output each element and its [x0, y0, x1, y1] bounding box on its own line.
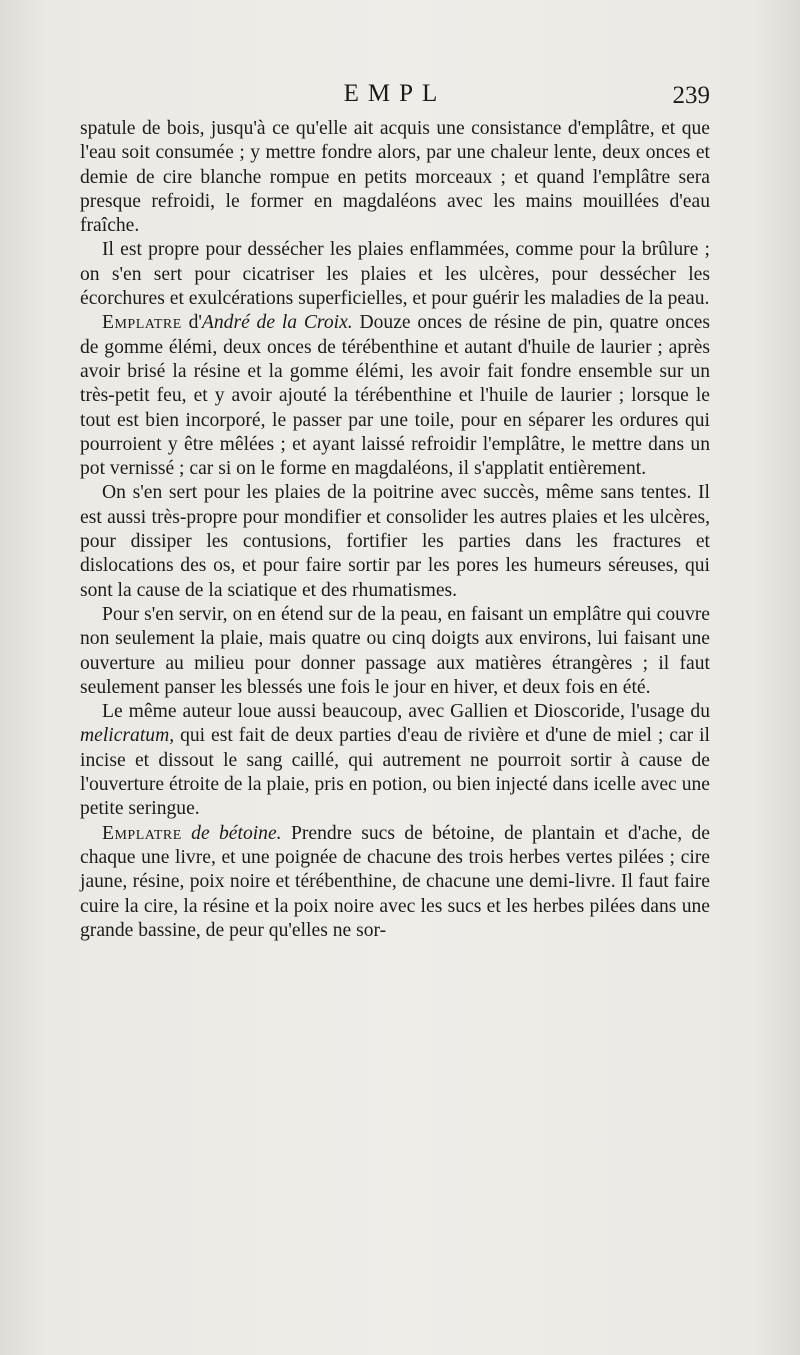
paragraph-text: spatule de bois, jusqu'à ce qu'elle ait acquis une consistance d'emplâtre, et que l'eau soit consumée ; y mettre fondre alors, par une chaleur lente, deux onces et demie de cire blanche rompue en petits morceaux ; et quand l'emplâtre sera presque refroidi, le former en magdaléons avec les mains mouillées d'eau fraîche.	[80, 118, 710, 237]
paragraph-text: Douze onces de résine de pin, quatre onces de gomme élémi, deux onces de térébenthine et autant d'huile de laurier ; après avoir brisé la résine et la gomme élémi, les avoir fait fondre ensemble sur un très-petit feu, et y avoir ajouté la térébenthine et l'huile de laurier ; lorsque le tout est bien incorporé, le passer par une toile, pour en séparer les ordures qui pourroient y être mêlées ; et ayant laissé refroidir l'emplâtre, le mettre dans un pot vernissé ; car si on le forme en magdaléons, il s'applatit entièrement.	[80, 312, 710, 480]
page-number: 239	[672, 82, 710, 109]
paragraph-text: Il est propre pour dessécher les plaies enflammées, comme pour la brûlure ; on s'en sert pour cicatriser les plaies et les ulcères, pour dessécher les écorchures et exulcérations superficielles, et pour guérir les maladies de la peau.	[80, 239, 710, 310]
paragraph-text: Prendre sucs de bétoine, de plantain et d'ache, de chaque une livre, et une poignée de chacune des trois herbes vertes pilées ; cire jaune, résine, poix noire et térébenthine, de chacune une demi-livre. Il faut faire cuire la cire, la résine et la poix noire avec les sucs et les herbes pilées dans une grande bassine, de peur qu'elles ne sor-	[80, 822, 710, 941]
italic-term: melicratum,	[80, 725, 175, 747]
running-title: EMPL	[343, 80, 447, 107]
entry-headword: Emplatre	[102, 822, 182, 844]
page-header	[80, 80, 710, 112]
entry-emplatre-andre-de-la-croix	[80, 311, 710, 481]
entry-subtitle: de bétoine.	[191, 822, 282, 844]
paragraph-2	[80, 238, 710, 311]
paragraph-6	[80, 700, 710, 821]
body-text	[80, 117, 710, 943]
entry-subtitle: André de la Croix.	[201, 312, 353, 334]
paragraph-1	[80, 117, 710, 238]
paragraph-text-before: Le même auteur loue aussi beaucoup, avec Gallien et Dioscoride, l'usage du	[102, 701, 710, 723]
paragraph-text: qui est fait de deux parties d'eau de rivière et d'une de miel ; car il incise et dissout le sang caillé, qui autrement ne pourroit sortir à cause de l'ouverture étroite de la plaie, pris en potion, ou bien injecté dans icelle avec une petite seringue.	[80, 725, 710, 820]
entry-headword: Emplatre	[102, 312, 182, 334]
entry-article: d'	[188, 312, 202, 334]
entry-emplatre-de-betoine	[80, 822, 710, 943]
paragraph-5	[80, 603, 710, 700]
paragraph-text: On s'en sert pour les plaies de la poitrine avec succès, même sans tentes. Il est aussi très-propre pour mondifier et consolider les autres plaies et les ulcères, pour dissiper les contusions, fortifier les parties dans les fractures et dislocations des os, et pour faire sortir par les pores les humeurs séreuses, qui sont la cause de la sciatique et des rhumatismes.	[80, 482, 710, 601]
paragraph-4	[80, 481, 710, 602]
paragraph-text: Pour s'en servir, on en étend sur de la peau, en faisant un emplâtre qui couvre non seulement la plaie, mais quatre ou cinq doigts aux environs, lui faisant une ouverture au milieu pour donner passage aux matières étrangères ; il faut seulement panser les blessés une fois le jour en hiver, et deux fois en été.	[80, 603, 710, 698]
